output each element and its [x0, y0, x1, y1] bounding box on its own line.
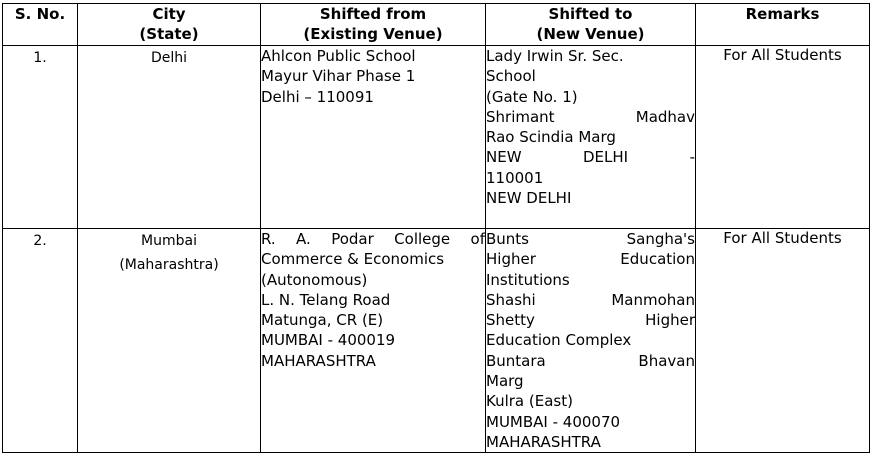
table-row: [3, 46, 870, 229]
row-state-name: (Maharashtra): [119, 257, 219, 273]
from-line: MUMBAI - 400019: [261, 331, 396, 350]
to-line: NEW DELHI -: [486, 148, 695, 167]
header-sno: [3, 4, 78, 46]
header-to-sublabel: (New Venue): [536, 25, 645, 43]
from-line: Matunga, CR (E): [261, 311, 384, 330]
header-city-label: City: [152, 5, 186, 23]
header-row: [3, 4, 870, 46]
to-line: Marg: [486, 372, 524, 391]
row-remarks: For All Students: [696, 229, 870, 453]
to-line: Shrimant Madhav: [486, 107, 695, 126]
to-line: Rao Scindia Marg: [486, 128, 616, 147]
row-shifted-to: [486, 229, 696, 453]
to-line: Bunts Sangha's: [486, 230, 695, 248]
header-from-sublabel: (Existing Venue): [303, 25, 443, 43]
to-line: Education Complex: [486, 331, 632, 350]
row-city-name: Delhi: [150, 50, 188, 66]
to-line: Kulra (East): [486, 392, 573, 411]
row-city: [78, 46, 261, 229]
row-shifted-from: [261, 229, 486, 453]
header-shifted-from: [261, 4, 486, 46]
row-city-name: Mumbai: [141, 233, 197, 249]
venue-change-table: [2, 3, 870, 453]
to-line: Shashi Manmohan: [486, 290, 695, 309]
header-to-label: Shifted to: [548, 5, 633, 23]
row-city: [78, 229, 261, 453]
header-remarks: [696, 4, 870, 46]
to-line: 110001: [486, 168, 544, 187]
header-city: [78, 4, 261, 46]
header-from-label: Shifted from: [319, 5, 427, 23]
to-line: School: [486, 67, 536, 86]
header-state-label: (State): [139, 25, 199, 43]
row-sno: 1.: [3, 46, 78, 229]
header-shifted-to: [486, 4, 696, 46]
from-line: Delhi – 110091: [261, 87, 374, 106]
to-line: Higher Education: [486, 250, 695, 269]
to-line: Buntara Bhavan: [486, 351, 695, 370]
row-remarks: For All Students: [696, 46, 870, 229]
from-line: R. A. Podar College of: [261, 230, 485, 248]
from-line: MAHARASHTRA: [261, 351, 376, 370]
to-line: MUMBAI - 400070: [486, 412, 621, 431]
row-shifted-from: [261, 46, 486, 229]
from-line: Ahlcon Public School: [261, 47, 416, 65]
row-sno: 2.: [3, 229, 78, 453]
from-line: Commerce & Economics: [261, 250, 445, 269]
row-shifted-to: [486, 46, 696, 229]
from-line: L. N. Telang Road: [261, 290, 391, 309]
from-line: Mayur Vihar Phase 1: [261, 67, 416, 86]
to-line: (Gate No. 1): [486, 87, 578, 106]
table-row: [3, 229, 870, 453]
header-sno-label: S. No.: [14, 5, 66, 23]
to-line: NEW DELHI: [486, 189, 572, 208]
to-line: Lady Irwin Sr. Sec.: [486, 47, 624, 65]
header-remarks-label: Remarks: [745, 5, 820, 23]
to-line: Institutions: [486, 270, 570, 289]
to-line: Shetty Higher: [486, 311, 695, 330]
to-line: MAHARASHTRA: [486, 432, 601, 451]
from-line: (Autonomous): [261, 270, 368, 289]
